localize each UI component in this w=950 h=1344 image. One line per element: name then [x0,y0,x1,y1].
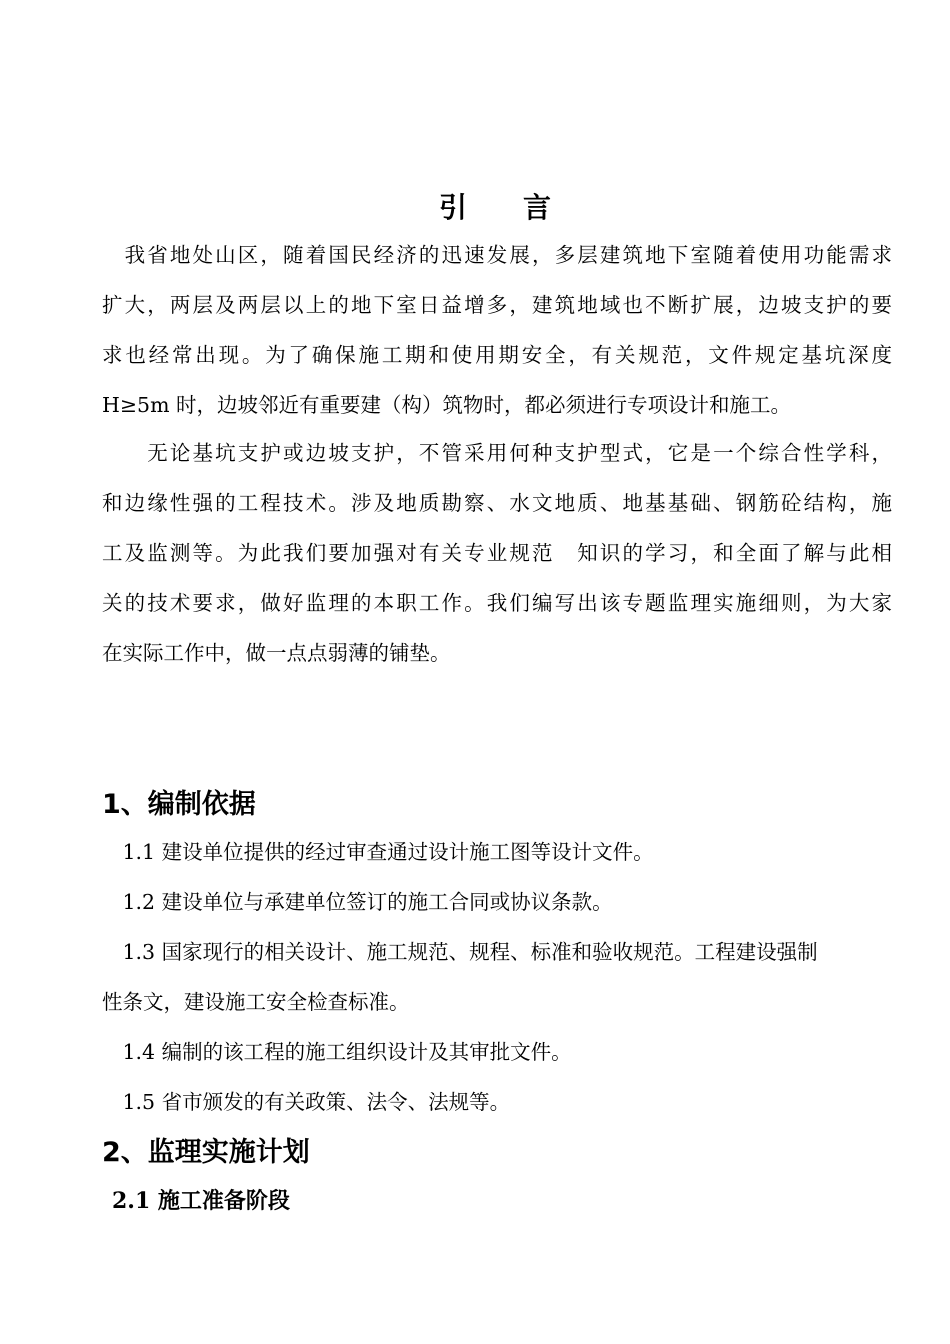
intro-p1-line-3: 求也经常出现。为了确保施工期和使用期安全，有关规范，文件规定基坑深度 [102,343,892,367]
section-1-item-2: 1.2 建设单位与承建单位签订的施工合同或协议条款。 [102,890,613,914]
section-1-heading: 1、编制依据 [102,789,256,820]
intro-paragraph-2 [102,428,892,678]
intro-paragraph-1 [102,230,892,430]
section-1-item-4: 1.4 编制的该工程的施工组织设计及其审批文件。 [102,1040,572,1064]
title-char-2: 言 [523,191,552,224]
intro-p2-line-2: 和边缘性强的工程技术。涉及地质勘察、水文地质、地基基础、钢筋砼结构，施 [102,491,892,515]
section-1-item-5: 1.5 省市颁发的有关政策、法令、法规等。 [102,1090,511,1114]
intro-p1-line-1: 我省地处山区，随着国民经济的迅速发展，多层建筑地下室随着使用功能需求 [102,243,892,267]
intro-p1-line-4: H≥5m 时，边坡邻近有重要建（构）筑物时，都必须进行专项设计和施工。 [102,393,792,417]
section-1-item-3-cont: 性条文，建设施工安全检查标准。 [102,990,410,1014]
title-char-1: 引 [438,191,467,224]
intro-p2-line-5: 在实际工作中，做一点点弱薄的铺垫。 [102,641,451,665]
section-1-item-1: 1.1 建设单位提供的经过审查通过设计施工图等设计文件。 [102,840,654,864]
intro-p2-line-1: 无论基坑支护或边坡支护，不管采用何种支护型式，它是一个综合性学科， [102,441,892,465]
section-1-item-3: 1.3 国家现行的相关设计、施工规范、规程、标准和验收规范。工程建设强制 [102,940,818,964]
intro-p1-line-2: 扩大，两层及两层以上的地下室日益增多，建筑地域也不断扩展，边坡支护的要 [102,293,892,317]
section-2-1-heading: 2.1 施工准备阶段 [112,1188,290,1214]
page-title [0,186,950,226]
intro-p2-line-3: 工及监测等。为此我们要加强对有关专业规范 知识的学习，和全面了解与此相 [102,541,892,565]
section-2-heading: 2、监理实施计划 [102,1137,310,1168]
intro-p2-line-4: 关的技术要求，做好监理的本职工作。我们编写出该专题监理实施细则，为大家 [102,591,892,615]
